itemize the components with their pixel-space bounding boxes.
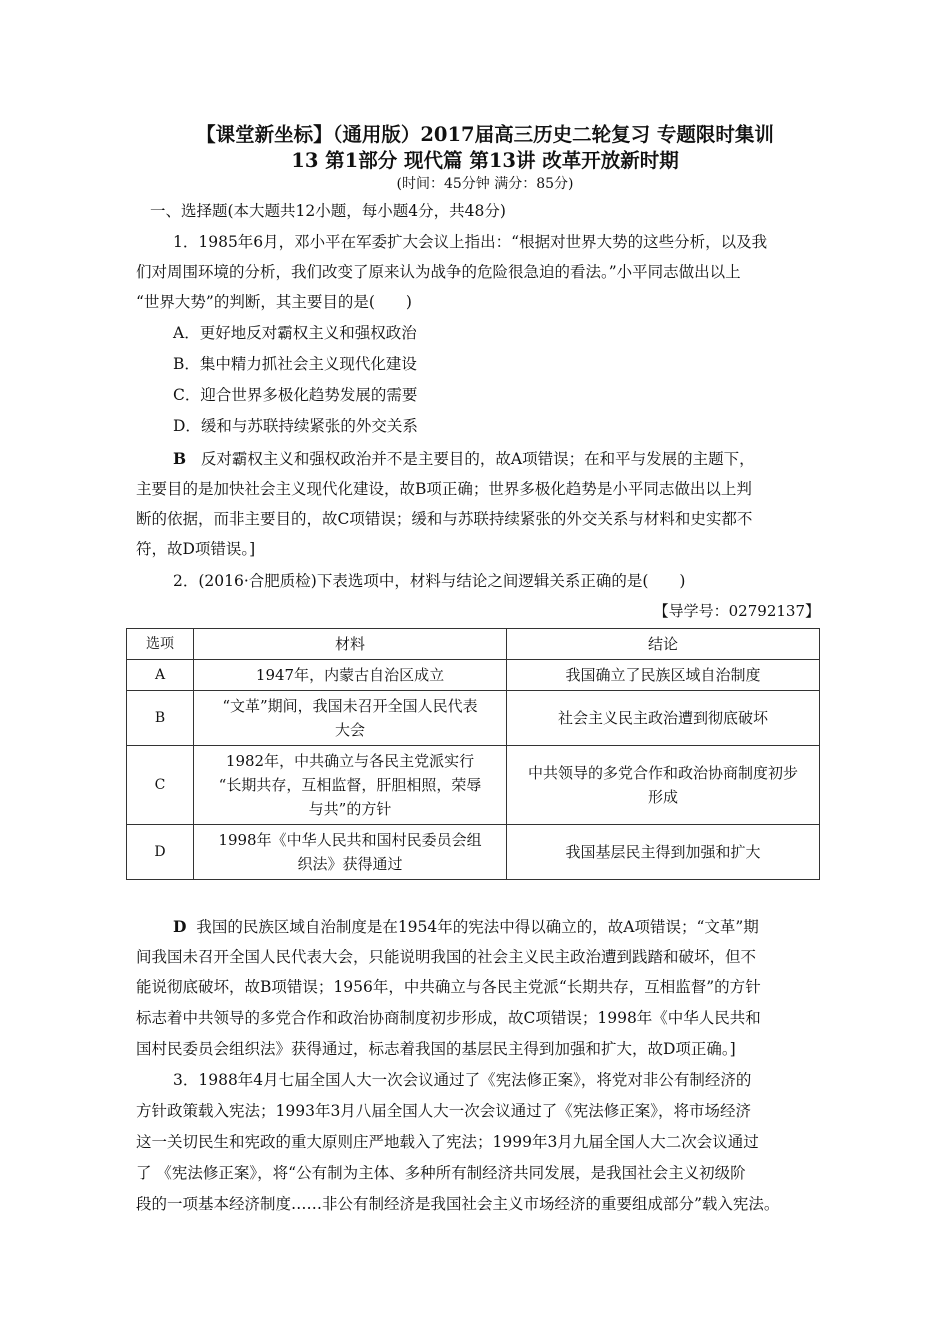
q2-table	[126, 628, 820, 880]
material-line: 1947年，内蒙古自治区成立	[255, 666, 445, 684]
time-score-note: (时间：45分钟 满分：85分)	[396, 176, 574, 192]
q1-option-d: D．缓和与苏联持续紧张的外交关系	[173, 417, 418, 435]
table-header-conclusion: 结论	[507, 629, 820, 660]
material-line: “长期共存，互相监督，肝胆相照，荣辱	[218, 776, 482, 794]
table-row	[127, 825, 820, 880]
q1-explanation-line: 断的依据，而非主要目的，故C项错误；缓和与苏联持续紧张的外交关系与材料和史实都不	[136, 510, 753, 528]
q1-stem-line: 们对周围环境的分析，我们改变了原来认为战争的危险很急迫的看法。”小平同志做出以上	[136, 263, 741, 281]
table-header-row	[127, 629, 820, 660]
table-cell-conclusion	[507, 691, 820, 746]
table-cell-material	[194, 825, 507, 880]
q2-explanation-line: 标志着中共领导的多党合作和政治协商制度初步形成，故C项错误；1998年《中华人民共和	[136, 1009, 761, 1027]
q3-stem-line: 段的一项基本经济制度……非公有制经济是我国社会主义市场经济的重要组成部分”载入宪法。	[136, 1195, 780, 1213]
q1-option-b: B．集中精力抓社会主义现代化建设	[173, 355, 417, 373]
table-cell-option: A	[127, 660, 194, 691]
q1-stem-line: 1．1985年6月，邓小平在军委扩大会议上指出：“根据对世界大势的这些分析，以及我	[173, 233, 768, 251]
q2-explanation-line: 国村民委员会组织法》获得通过，标志着我国的基层民主得到加强和扩大，故D项正确。]	[136, 1040, 736, 1058]
material-line: 织法》获得通过	[297, 855, 403, 873]
table-cell-material	[194, 660, 507, 691]
q1-explanation-text: 反对霸权主义和强权政治并不是主要目的，故A项错误；在和平与发展的主题下，	[200, 450, 755, 468]
table-cell-material	[194, 746, 507, 825]
table-header-option: 选项	[127, 629, 194, 660]
table-cell-material	[194, 691, 507, 746]
table-cell-conclusion	[507, 825, 820, 880]
conclusion-line: 形成	[647, 788, 678, 806]
material-line: 与共”的方针	[308, 800, 392, 818]
material-line: 1998年《中华人民共和国村民委员会组	[218, 831, 482, 849]
q3-stem-line: 这一关切民生和宪政的重大原则庄严地载入了宪法；1999年3月九届全国人大二次会议通过	[136, 1133, 759, 1151]
document-title-line-2: 13 第1部分 现代篇 第13讲 改革开放新时期	[291, 149, 679, 172]
table-cell-option: C	[127, 746, 194, 825]
q1-option-c: C．迎合世界多极化趋势发展的需要	[173, 386, 418, 404]
q1-explanation-line: 主要目的是加快社会主义现代化建设，故B项正确；世界多极化趋势是小平同志做出以上判	[136, 480, 752, 498]
table-row	[127, 660, 820, 691]
table-cell-conclusion	[507, 746, 820, 825]
q1-explanation-line: 符，故D项错误。]	[136, 540, 256, 558]
q1-answer-line	[173, 449, 755, 469]
q2-explanation-line: 间我国未召开全国人民代表大会，只能说明我国的社会主义民主政治遭到践踏和破坏，但不	[136, 948, 757, 966]
q2-answer-letter: D	[173, 917, 187, 936]
q3-stem-line: 方针政策载入宪法；1993年3月八届全国人大一次会议通过了《宪法修正案》，将市场经济	[136, 1102, 752, 1120]
conclusion-line: 我国基层民主得到加强和扩大	[565, 843, 761, 861]
section-heading: 一、选择题(本大题共12小题，每小题4分，共48分)	[150, 202, 506, 220]
table-header-material: 材料	[194, 629, 507, 660]
conclusion-line: 我国确立了民族区域自治制度	[565, 666, 761, 684]
conclusion-line: 中共领导的多党合作和政治协商制度初步	[527, 764, 798, 782]
material-line: “文革”期间，我国未召开全国人民代表	[222, 697, 478, 715]
guide-number: 【导学号：02792137】	[653, 602, 820, 620]
table-cell-conclusion	[507, 660, 820, 691]
q3-stem-line: 3．1988年4月七届全国人大一次会议通过了《宪法修正案》，将党对非公有制经济的	[173, 1071, 752, 1089]
q3-stem-line: 了 《宪法修正案》，将“公有制为主体、多种所有制经济共同发展，是我国社会主义初级阶	[136, 1164, 746, 1182]
q1-option-a: A．更好地反对霸权主义和强权政治	[173, 324, 417, 342]
conclusion-line: 社会主义民主政治遭到彻底破坏	[557, 709, 768, 727]
q2-stem: 2．(2016·合肥质检)下表选项中，材料与结论之间逻辑关系正确的是( )	[173, 572, 686, 590]
material-line: 大会	[334, 721, 365, 739]
q1-answer-letter: B	[173, 449, 187, 468]
q2-explanation-line: 能说彻底破坏，故B项错误；1956年，中共确立与各民主党派“长期共存，互相监督”的方针	[136, 978, 761, 996]
q1-stem-line: “世界大势”的判断，其主要目的是( )	[136, 293, 412, 311]
document-title-line-1: 【课堂新坐标】（通用版）2017届高三历史二轮复习 专题限时集训	[196, 123, 774, 146]
material-line: 1982年，中共确立与各民主党派实行	[225, 752, 475, 770]
table-cell-option: D	[127, 825, 194, 880]
q2-explanation-text: 我国的民族区域自治制度是在1954年的宪法中得以确立的，故A项错误；“文革”期	[196, 918, 759, 936]
table-cell-option: B	[127, 691, 194, 746]
q2-answer-line	[173, 917, 759, 937]
table-row	[127, 746, 820, 825]
table-row	[127, 691, 820, 746]
